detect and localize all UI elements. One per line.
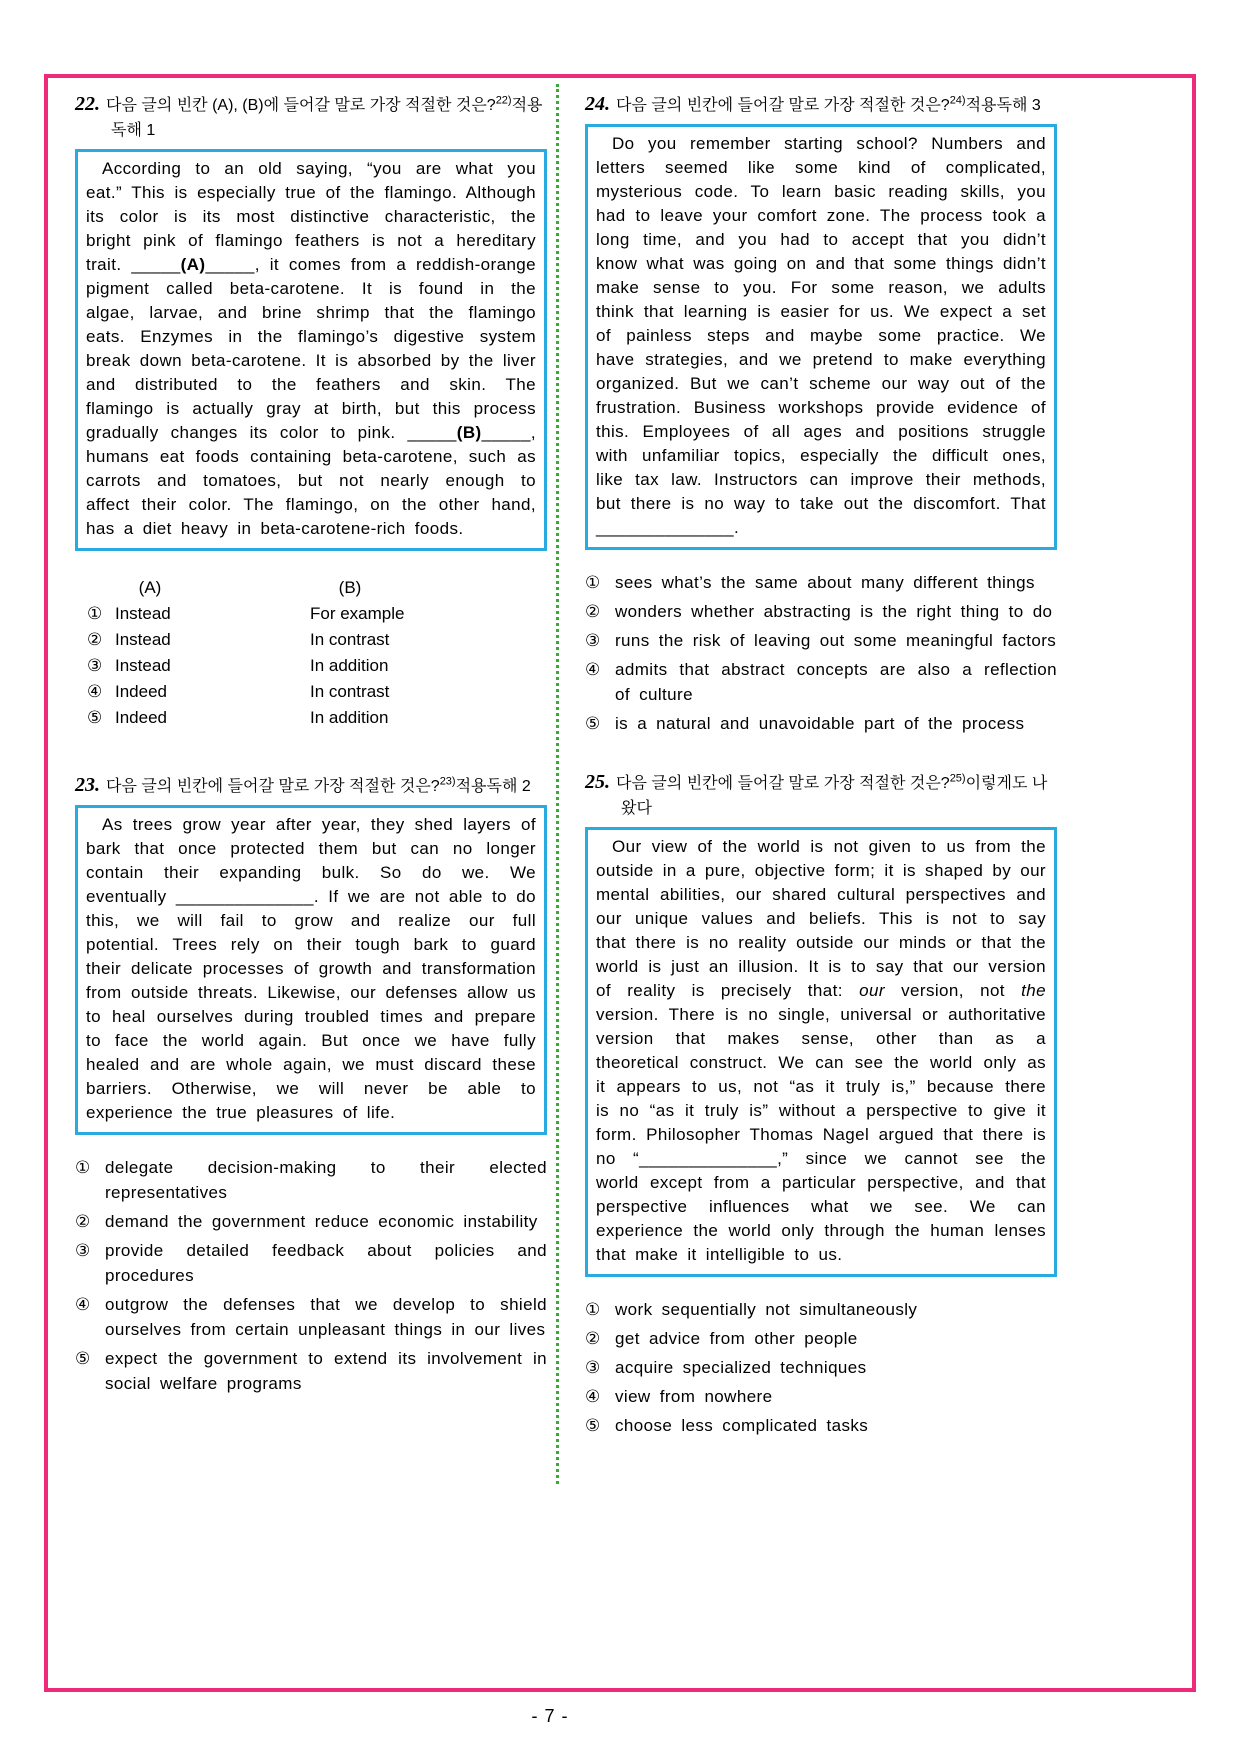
answer-option (585, 628, 1057, 653)
choice-text: delegate decision-making to their elected representatives (105, 1158, 547, 1202)
passage-segment: the (1021, 981, 1046, 1000)
choice-number: ④ (585, 1387, 601, 1406)
column-a-label: (A) (138, 578, 162, 597)
answer-option (75, 601, 547, 627)
choice-number: ① (585, 1300, 601, 1319)
choice-a-text: Indeed (115, 682, 167, 701)
question-source-tag: 적용독해 1 (111, 97, 543, 139)
question-header (585, 770, 1057, 821)
choice-text: expect the government to extend its involvement in social welfare programs (105, 1349, 547, 1393)
choice-number: ② (87, 630, 103, 649)
choice-number: ② (585, 1329, 601, 1348)
passage-segment: _____, it comes from a reddish-orange pigment called beta-carotene. It is found in the algae, larvae, and brine shrimp that the flamingo eats. Enzymes in the flamingo’s digestive system break down beta-carotene. It is absorbed by the liver and distributed to the feathers and skin. The flamingo is actually gray at birth, but this process gradually changes its color to pink. _____ (86, 255, 537, 442)
choice-b-text: In contrast (310, 630, 390, 649)
choice-a-text: Instead (115, 604, 171, 623)
choice-text: choose less complicated tasks (615, 1416, 869, 1435)
question-source-tag: 적용독해 3 (965, 97, 1041, 114)
question-prompt: 다음 글의 빈칸 (A), (B)에 들어갈 말로 가장 적절한 것은? (106, 97, 496, 114)
passage-segment: (A) (180, 255, 206, 274)
answer-option (585, 570, 1057, 595)
page-number: - 7 - (531, 1706, 569, 1726)
choice-text: acquire specialized techniques (615, 1358, 867, 1377)
answer-option (75, 1209, 547, 1234)
passage-segment: Our view of the world is not given to us from the outside in a pure, objective form; it is shaped by our mental abilities, our shared cultural perspectives and our unique values and beliefs. This is not to say that there is no reality outside our minds or that the world is just an illusion. It is to say that our version of reality is precisely that: (596, 837, 1046, 1000)
question-prompt: 다음 글의 빈칸에 들어갈 말로 가장 적절한 것은? (106, 778, 440, 795)
answer-option (75, 627, 547, 653)
choice-text: view from nowhere (615, 1387, 773, 1406)
question-header (75, 92, 547, 143)
question-number: 23. (75, 774, 100, 796)
right-column (585, 92, 1057, 1438)
choice-a-text: Instead (115, 656, 171, 675)
question-footnote-marker: 25) (949, 772, 966, 785)
choice-text: sees what’s the same about many different things (615, 573, 1035, 592)
choice-a-text: Indeed (115, 708, 167, 727)
answer-choices (585, 570, 1057, 736)
choice-number: ① (87, 604, 103, 623)
choice-text: wonders whether abstracting is the right thing to do (615, 602, 1053, 621)
question-source-tag: 적용독해 2 (455, 778, 531, 795)
answer-option (75, 1346, 547, 1396)
question-number: 22. (75, 93, 100, 115)
choice-number: ① (585, 573, 601, 592)
passage-box (75, 805, 547, 1135)
answer-option (585, 1384, 1057, 1409)
answer-option (75, 1292, 547, 1342)
question-25 (585, 770, 1057, 1438)
choice-a-text: Instead (115, 630, 171, 649)
question-footnote-marker: 23) (439, 775, 456, 788)
choice-text: admits that abstract concepts are also a reflection of culture (615, 660, 1057, 704)
answer-option (585, 711, 1057, 736)
choice-text: get advice from other people (615, 1329, 858, 1348)
answer-option (75, 679, 547, 705)
choice-number: ③ (75, 1241, 91, 1260)
passage-box (585, 827, 1057, 1277)
choice-b-text: In addition (310, 656, 389, 675)
choice-number: ④ (87, 682, 103, 701)
choice-number: ⑤ (585, 1416, 601, 1435)
choice-text: runs the risk of leaving out some meaningful factors (615, 631, 1057, 650)
question-number: 25. (585, 771, 610, 793)
choice-text: provide detailed feedback about policies and procedures (105, 1241, 547, 1285)
choice-b-text: For example (310, 604, 405, 623)
question-footnote-marker: 22) (495, 94, 512, 107)
question-footnote-marker: 24) (949, 94, 966, 107)
choice-text: outgrow the defenses that we develop to shield ourselves from certain unpleasant things in our lives (105, 1295, 547, 1339)
question-number: 24. (585, 93, 610, 115)
left-column (75, 92, 547, 1396)
passage-segment: Do you remember starting school? Numbers and letters seemed like some kind of complicated, mysterious code. To learn basic reading skills, you had to leave your comfort zone. The process took a long time, and you had to accept that you didn’t know what was going on and that some things didn’t make sense to you. For some reason, we adults think that learning is easier for us. We expect a set of painless steps and maybe some practice. We have strategies, and we pretend to make everything organized. But we can’t scheme our way out of the frustration. Business workshops provide evidence of this. Employees of all ages and positions struggle with unfamiliar topics, especially the difficult ones, like tax law. Instructors can improve their methods, but there is no way to take out the discomfort. That ______________. (596, 134, 1046, 537)
answer-choices (75, 1155, 547, 1396)
choice-text: demand the government reduce economic instability (105, 1212, 538, 1231)
passage-segment: version. There is no single, universal or authoritative version that makes sense, other than as a theoretical construct. We can see the world only as it appears to us, not “as it truly is,” because there is no “as it truly is” without a perspective to give it form. Philosopher Thomas Nagel argued that there is no “______________,” since we cannot see the world except from a particular perspective, and that perspective influences what we see. We can experience the world only through the human lenses that make it intelligible to us. (596, 1005, 1046, 1264)
answer-choices (585, 1297, 1057, 1438)
passage-segment: version, not (884, 981, 1022, 1000)
answer-option (75, 1238, 547, 1288)
choice-rows (75, 601, 547, 731)
choice-number: ④ (75, 1295, 91, 1314)
choice-b-text: In contrast (310, 682, 390, 701)
choice-number: ③ (87, 656, 103, 675)
answer-option (75, 653, 547, 679)
question-prompt: 다음 글의 빈칸에 들어갈 말로 가장 적절한 것은? (616, 97, 950, 114)
choice-number: ③ (585, 631, 601, 650)
answer-choices (75, 575, 547, 731)
answer-option (585, 1355, 1057, 1380)
question-23 (75, 773, 547, 1396)
question-header (75, 773, 547, 799)
passage-segment: (B) (456, 423, 482, 442)
passage-box (585, 124, 1057, 550)
choice-text: work sequentially not simultaneously (615, 1300, 918, 1319)
choice-number: ③ (585, 1358, 601, 1377)
choice-number: ⑤ (585, 714, 601, 733)
choice-number: ⑤ (75, 1349, 91, 1368)
choice-number: ① (75, 1158, 91, 1177)
answer-option (585, 1413, 1057, 1438)
passage-segment: our (859, 981, 885, 1000)
answer-option (75, 705, 547, 731)
passage-segment: According to an old saying, “you are what you eat.” This is especially true of the flamingo. Although its color is its most distinctive characteristic, the bright pink of flamingo feathers is not a hereditary trait. _____ (86, 159, 536, 274)
passage-segment: As trees grow year after year, they shed layers of bark that once protected them but can no longer contain their expanding bulk. So do we. We eventually ______________. If we are not able to do this, we will fail to grow and realize our full potential. Trees rely on their tough bark to guard their delicate processes of growth and transformation from outside threats. Likewise, our defenses allow us to heal ourselves during troubled times and prepare to face the world again. But once we have fully healed and are whole again, we must discard these barriers. Otherwise, we will never be able to experience the true pleasures of life. (86, 815, 536, 1122)
question-22 (75, 92, 547, 731)
column-b-label: (B) (338, 578, 362, 597)
choice-number: ④ (585, 660, 601, 679)
choice-number: ② (585, 602, 601, 621)
answer-option (585, 599, 1057, 624)
answer-option (585, 1297, 1057, 1322)
choice-b-text: In addition (310, 708, 389, 727)
choice-number: ⑤ (87, 708, 103, 727)
passage-segment: _____, humans eat foods containing beta-carotene, such as carrots and tomatoes, but not nearly enough to affect their color. The flamingo, on the other hand, has a diet heavy in beta-carotene-rich foods. (86, 423, 536, 538)
choice-column-headers (75, 575, 547, 601)
answer-option (75, 1155, 547, 1205)
choice-number: ② (75, 1212, 91, 1231)
column-divider (556, 84, 559, 1484)
question-header (585, 92, 1057, 118)
passage-box (75, 149, 547, 551)
question-source-tag: 이렇게도 나왔다 (621, 775, 1048, 817)
answer-option (585, 657, 1057, 707)
question-24 (585, 92, 1057, 736)
question-prompt: 다음 글의 빈칸에 들어갈 말로 가장 적절한 것은? (616, 775, 950, 792)
choice-text: is a natural and unavoidable part of the process (615, 714, 1025, 733)
answer-option (585, 1326, 1057, 1351)
